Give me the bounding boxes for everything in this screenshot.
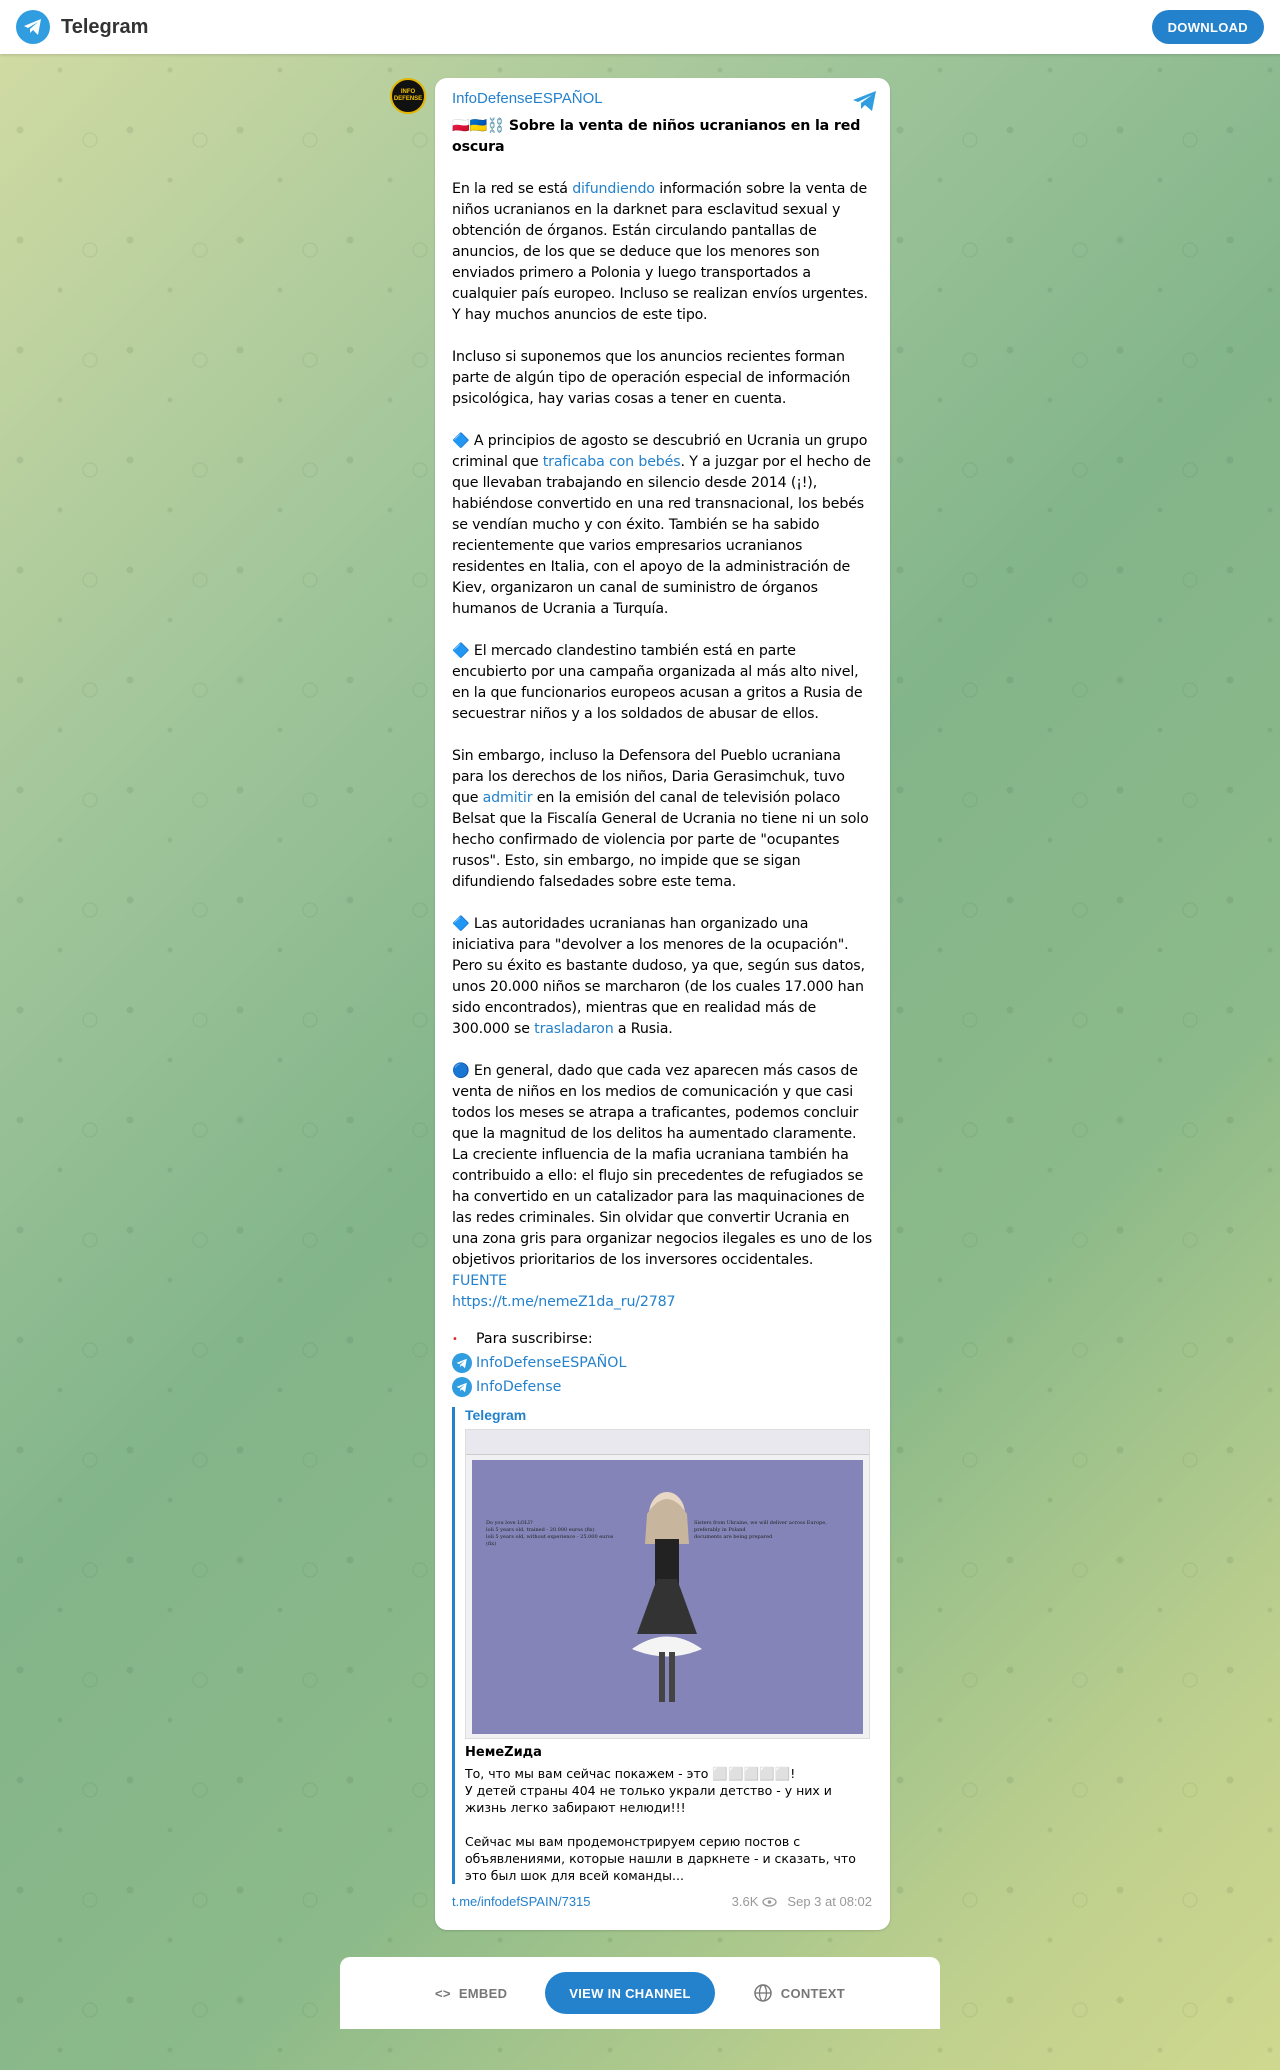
- paragraph-5-rest: en la emisión del canal de televisión polaco Belsat que la Fiscalía General de Ucrania no tiene ni un solo hecho confirmado de violencia por parte de "ocupantes rusos". Esto, sin embargo, no impide que se sigan difundiendo falsedades sobre este tema.: [452, 790, 874, 890]
- channel-avatar[interactable]: INFO DEFENSE: [390, 78, 426, 114]
- context-label: CONTEXT: [780, 1985, 845, 2001]
- preview-site-name: Telegram: [465, 1407, 527, 1423]
- context-button[interactable]: [753, 1983, 845, 2003]
- preview-text: То, что мы вам сейчас покажем - это ⬜⬜⬜⬜⬜! У детей страны 404 не только украли детство - у них и жизнь легко забирают нелюди!!! Сейчас мы вам продемонстрируем серию постов с объявлениями, которые нашли в даркнете - и сказать, что это был шок для всей команды...: [465, 1766, 856, 1883]
- paragraph-4: 🔷 El mercado clandestino también está en parte encubierto por una campaña organizada al más alto nivel, en la que funcionarios europeos acusan a gritos a Rusia de secuestrar niños y a los soldados de abusar de ellos.: [452, 643, 867, 722]
- ad-text-right: Sisters from Ukraine, we will deliver across Europe, preferably in Poland documents are being prepared: [694, 1520, 827, 1540]
- subscribe-link-row-1: [452, 1351, 872, 1375]
- subscribe-label: Para suscribirse:: [476, 1331, 593, 1347]
- eye-icon: [762, 1897, 777, 1907]
- link-difundiendo[interactable]: difundiendo: [572, 181, 655, 197]
- source-url-link[interactable]: https://t.me/nemeZ1da_ru/2787: [452, 1294, 676, 1310]
- link-preview[interactable]: [452, 1407, 872, 1884]
- paragraph-6-rest: a Rusia.: [613, 1021, 673, 1037]
- embed-label: EMBED: [458, 1985, 508, 2001]
- post-title: Sobre la venta de niños ucranianos en la red oscura: [452, 118, 866, 155]
- paragraph-7: 🔵 En general, dado que cada vez aparecen más casos de venta de niños en los medios de comunicación y que casi todos los meses se atrapa a traficantes, podemos concluir que la magnitud de los delitos ha aumentado claramente. La creciente influencia de la mafia ucraniana también ha contribuido a ello: el flujo sin precedentes de refugiados se ha convertido en un catalizador para las maquinaciones de las redes criminales. Sin olvidar que convertir Ucrania en una zona gris para organizar negocios ilegales es uno de los objetivos prioritarios de los inversores occidentales.: [452, 1063, 877, 1268]
- preview-image[interactable]: [465, 1429, 870, 1739]
- paragraph-1: En la red se está: [452, 181, 573, 197]
- code-icon: <>: [435, 1985, 451, 2001]
- paragraph-1-rest: información sobre la venta de niños ucranianos en la darknet para esclavitud sexual y obtención de órganos. Están circulando pantallas de anuncios, de los que se deduce que los menores son enviados primero a Polonia y luego transportados a cualquier país europeo. Incluso se realizan envíos urgentes. Y hay muchos anuncios de este tipo.: [452, 181, 873, 323]
- telegram-icon: [452, 1353, 472, 1373]
- link-traficaba[interactable]: traficaba con bebés: [542, 454, 681, 470]
- globe-icon: [753, 1983, 773, 2003]
- message-meta: [732, 1894, 872, 1909]
- doll-figure: [617, 1484, 717, 1714]
- sub-link-infodefense[interactable]: InfoDefense: [476, 1379, 562, 1395]
- brand-name: Telegram: [61, 15, 149, 38]
- telegram-logo-icon: [16, 10, 50, 44]
- sub-link-infodefense-espanol[interactable]: InfoDefenseESPAÑOL: [476, 1355, 627, 1371]
- channel-name-link[interactable]: InfoDefenseESPAÑOL: [452, 90, 603, 107]
- embed-button[interactable]: [435, 1986, 507, 2001]
- screenshot-canvas: [472, 1460, 863, 1734]
- subscribe-link-row-2: [452, 1375, 872, 1399]
- view-in-channel-button[interactable]: [545, 1972, 715, 2014]
- title-emoji: 🇵🇱🇺🇦⛓️: [452, 118, 505, 134]
- top-bar: [0, 0, 1280, 54]
- view-count: 3.6K: [731, 1894, 759, 1909]
- message-footer: [452, 1888, 872, 1916]
- paragraph-3: 🔷 A principios de agosto se descubrió en Ucrania un grupo criminal que: [452, 433, 872, 470]
- browser-bar: [466, 1430, 869, 1455]
- view-in-channel-label: VIEW IN CHANNEL: [569, 1985, 691, 2001]
- bottom-action-bar: [340, 1957, 940, 2029]
- post-date: Sep 3 at 08:02: [787, 1894, 872, 1909]
- paragraph-2: Incluso si suponemos que los anuncios recientes forman parte de algún tipo de operación especial de información psicológica, hay varias cosas a tener en cuenta.: [452, 349, 855, 407]
- download-button[interactable]: DOWNLOAD: [1152, 10, 1264, 44]
- pin-icon: •: [452, 1333, 458, 1345]
- preview-author: НемеZида: [465, 1745, 542, 1760]
- paragraph-6: 🔷 Las autoridades ucranianas han organizado una iniciativa para "devolver a los menores de la ocupación". Pero su éxito es bastante dudoso, ya que, según sus datos, unos 20.000 niños se marcharon (de los cuales 17.000 han sido encontrados), mientras que en realidad más de 300.000 se: [452, 916, 870, 1037]
- ad-text-left: Do you love LOLI? loli 5 years old, trained - 20.000 euros (fix) loli 5 years old, without experience - 25.000 euros (fix): [486, 1520, 614, 1547]
- paragraph-3-rest: . Y a juzgar por el hecho de que llevaban trabajando en silencio desde 2014 (¡!), habiéndose convertido en una red transnacional, los bebés se vendían mucho y con éxito. También se ha sabido recientemente que varios empresarios ucranianos residentes en Italia, con el apoyo de la administración de Kiev, organizaron un canal de suministro de órganos humanos de Ucrania a Turquía.: [452, 454, 876, 617]
- subscribe-row: [452, 1327, 872, 1351]
- link-admitir[interactable]: admitir: [482, 790, 533, 806]
- source-link[interactable]: FUENTE: [452, 1273, 507, 1289]
- link-trasladaron[interactable]: trasladaron: [534, 1021, 614, 1037]
- telegram-icon: [452, 1377, 472, 1397]
- message-bubble: [435, 78, 890, 1930]
- message-text: [452, 116, 877, 1313]
- paragraph-5: Sin embargo, incluso la Defensora del Pueblo ucraniana para los derechos de los niños, Daria Gerasimchuk, tuvo que: [452, 748, 850, 806]
- telegram-share-icon[interactable]: [852, 90, 878, 112]
- post-link[interactable]: t.me/infodefSPAIN/7315: [452, 1894, 591, 1909]
